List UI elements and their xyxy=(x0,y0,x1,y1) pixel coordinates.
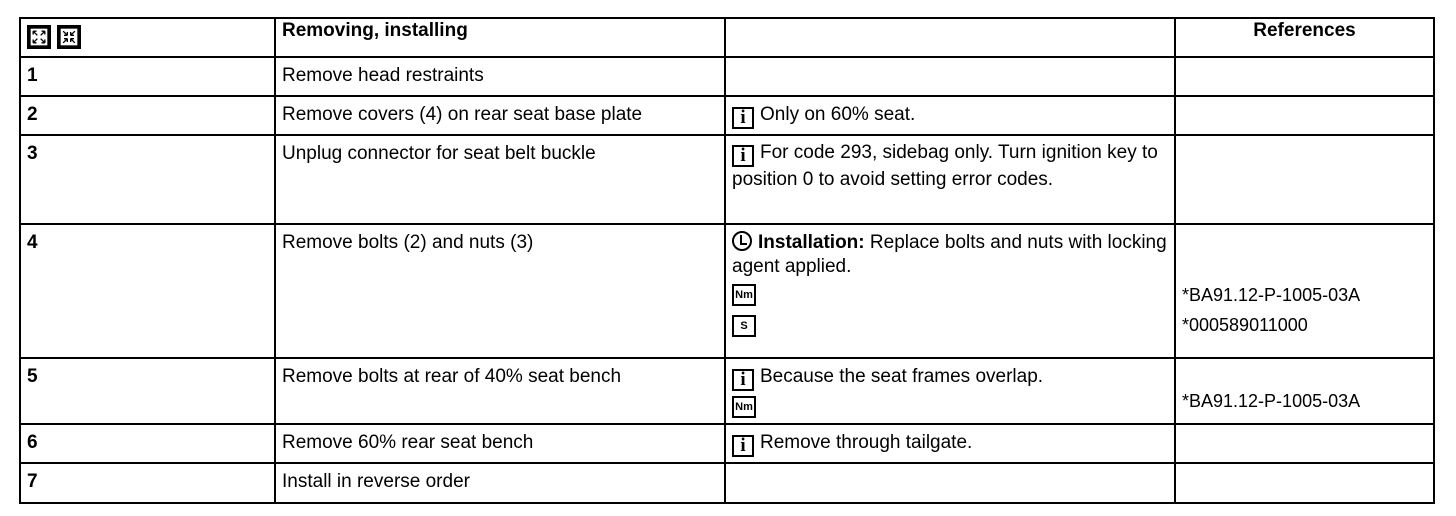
table-row xyxy=(20,224,1434,358)
step-number: 3 xyxy=(27,143,38,164)
table-row xyxy=(20,424,1434,463)
step-note: Because the seat frames overlap. xyxy=(760,366,1044,387)
info-icon: i xyxy=(732,435,754,457)
step-note: For code 293, sidebag only. Turn ignition key to position 0 to avoid setting error codes. xyxy=(732,142,1158,190)
header-notes xyxy=(725,18,1175,57)
table-row xyxy=(20,96,1434,135)
step-action: Unplug connector for seat belt buckle xyxy=(282,143,596,164)
reference-link[interactable]: *000589011000 xyxy=(1182,315,1308,335)
info-icon: i xyxy=(732,145,754,167)
reference-link[interactable]: *BA91.12-P-1005-03A xyxy=(1182,285,1361,305)
step-number: 1 xyxy=(27,65,38,86)
torque-icon[interactable]: Nm xyxy=(732,284,756,306)
step-number: 5 xyxy=(27,366,38,387)
table-row xyxy=(20,57,1434,96)
header-references: References xyxy=(1175,18,1434,57)
installation-icon xyxy=(732,231,752,251)
procedure-table xyxy=(19,17,1435,504)
step-note: Replace bolts and nuts with locking agent applied. xyxy=(732,232,1167,277)
step-action: Remove covers (4) on rear seat base plate xyxy=(282,104,643,125)
table-row xyxy=(20,358,1434,424)
step-number: 4 xyxy=(27,232,38,253)
info-icon: i xyxy=(732,107,754,129)
header-icons-cell xyxy=(20,18,275,57)
step-number: 6 xyxy=(27,432,38,453)
step-action: Remove head restraints xyxy=(282,65,484,86)
expand-icon[interactable] xyxy=(27,25,51,49)
header-row xyxy=(20,18,1434,57)
step-action: Remove 60% rear seat bench xyxy=(282,432,534,453)
step-action: Remove bolts (2) and nuts (3) xyxy=(282,232,534,253)
step-refs xyxy=(1175,96,1434,135)
step-refs xyxy=(1175,463,1434,503)
table-row xyxy=(20,135,1434,224)
step-refs xyxy=(1175,135,1434,224)
step-note xyxy=(725,463,1175,503)
step-note: Remove through tailgate. xyxy=(760,432,973,453)
step-action: Install in reverse order xyxy=(282,471,470,492)
table-row xyxy=(20,463,1434,503)
step-refs xyxy=(1175,57,1434,96)
header-removing-installing: Removing, installing xyxy=(275,18,725,57)
installation-label: Installation: xyxy=(758,232,865,253)
step-action: Remove bolts at rear of 40% seat bench xyxy=(282,366,622,387)
step-number: 2 xyxy=(27,104,38,125)
step-refs xyxy=(1175,424,1434,463)
reference-link[interactable]: *BA91.12-P-1005-03A xyxy=(1182,391,1361,411)
step-note: Only on 60% seat. xyxy=(760,104,916,125)
step-number: 7 xyxy=(27,471,38,492)
info-icon: i xyxy=(732,369,754,391)
collapse-icon[interactable] xyxy=(57,25,81,49)
tool-icon[interactable]: S xyxy=(732,315,756,337)
torque-icon[interactable]: Nm xyxy=(732,396,756,418)
step-note xyxy=(725,57,1175,96)
